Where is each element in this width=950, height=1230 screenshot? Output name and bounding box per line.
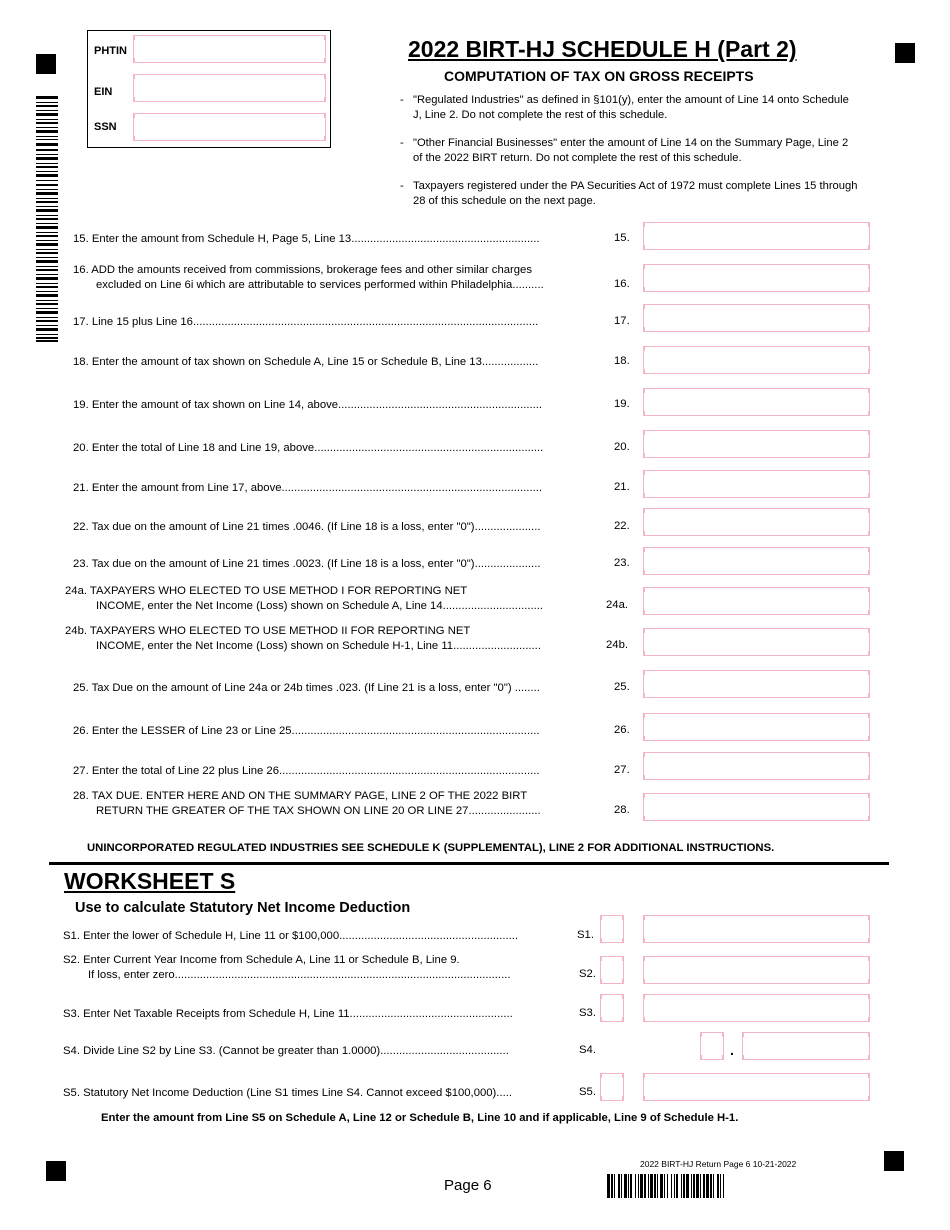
note-dash: - — [400, 94, 404, 106]
worksheet-s3-amount-field[interactable] — [643, 994, 870, 1022]
worksheet-s4-decimal-field[interactable] — [742, 1032, 870, 1060]
page-number: Page 6 — [444, 1177, 492, 1194]
worksheet-line-number: S5. — [579, 1086, 596, 1098]
form-id: 2022 BIRT-HJ Return Page 6 10-21-2022 — [640, 1159, 797, 1169]
page-subtitle: COMPUTATION OF TAX ON GROSS RECEIPTS — [444, 68, 754, 84]
line-number: 28. — [614, 804, 630, 816]
line-25-amount-field[interactable] — [643, 670, 870, 698]
line-number: 20. — [614, 441, 630, 453]
worksheet-s5-amount-field[interactable] — [643, 1073, 870, 1101]
line-26-amount-field[interactable] — [643, 713, 870, 741]
line-27-amount-field[interactable] — [643, 752, 870, 780]
worksheet-s1-check-box[interactable] — [600, 915, 624, 943]
line-number: 22. — [614, 520, 630, 532]
line-22-amount-field[interactable] — [643, 508, 870, 536]
worksheet-s2-check-box[interactable] — [600, 956, 624, 984]
line-16-amount-field[interactable] — [643, 264, 870, 292]
line-18-text: 18. Enter the amount of tax shown on Schedule A, Line 15 or Schedule B, Line 13.................. — [73, 356, 539, 368]
ssn-label: SSN — [94, 121, 117, 133]
page-title: 2022 BIRT-HJ SCHEDULE H (Part 2) — [408, 36, 797, 62]
worksheet-s2-amount-field[interactable] — [643, 956, 870, 984]
line-28-text: 28. TAX DUE. ENTER HERE AND ON THE SUMMARY PAGE, LINE 2 OF THE 2022 BIRT — [73, 790, 528, 802]
line-number: 24a. — [606, 599, 628, 611]
ssn-field[interactable] — [133, 113, 326, 141]
line-18-amount-field[interactable] — [643, 346, 870, 374]
phtin-label: PHTIN — [94, 45, 127, 57]
line-20-amount-field[interactable] — [643, 430, 870, 458]
registration-mark-bottom-right — [884, 1151, 904, 1171]
worksheet-line-number: S3. — [579, 1007, 596, 1019]
worksheet-footer-note: Enter the amount from Line S5 on Schedule A, Line 12 or Schedule B, Line 10 and if applicable, Line 9 of Schedule H-1. — [101, 1112, 739, 1124]
line-21-text: 21. Enter the amount from Line 17, above................................................................................... — [73, 482, 543, 494]
instruction-note-1 — [400, 93, 870, 122]
phtin-field[interactable] — [133, 35, 326, 63]
line-number: 26. — [614, 724, 630, 736]
line-number: 19. — [614, 398, 630, 410]
line-21-amount-field[interactable] — [643, 470, 870, 498]
worksheet-s3-text: S3. Enter Net Taxable Receipts from Schedule H, Line 11.................................................... — [63, 1008, 513, 1020]
line-27-text: 27. Enter the total of Line 22 plus Line 26................................................................................... — [73, 765, 540, 777]
worksheet-s2-text-cont: If loss, enter zero........................................................................................................... — [88, 969, 511, 981]
line-number: 25. — [614, 681, 630, 693]
line-25-text: 25. Tax Due on the amount of Line 24a or 24b times .023. (If Line 21 is a loss, enter "0") ........ — [73, 682, 540, 694]
worksheet-s2-text: S2. Enter Current Year Income from Schedule A, Line 11 or Schedule B, Line 9. — [63, 954, 460, 966]
ein-label: EIN — [94, 86, 113, 98]
line-19-amount-field[interactable] — [643, 388, 870, 416]
line-number: 27. — [614, 764, 630, 776]
instruction-note-2 — [400, 136, 870, 165]
worksheet-s4-whole-field[interactable] — [700, 1032, 724, 1060]
line-number: 23. — [614, 557, 630, 569]
line-16-text-cont: excluded on Line 6i which are attributable to services performed within Philadelphia.......... — [96, 279, 544, 291]
barcode-horizontal — [607, 1174, 853, 1198]
worksheet-s1-text: S1. Enter the lower of Schedule H, Line 11 or $100,000......................................................... — [63, 930, 519, 942]
note-text: "Regulated Industries" as defined in §101(y), enter the amount of Line 14 onto Schedule J, Line 2. Do not complete the rest of this schedule. — [413, 94, 849, 121]
line-15-amount-field[interactable] — [643, 222, 870, 250]
registration-mark-top-right — [895, 43, 915, 63]
worksheet-s4-text: S4. Divide Line S2 by Line S3. (Cannot be greater than 1.0000)......................................... — [63, 1045, 509, 1057]
line-24a-text-cont: INCOME, enter the Net Income (Loss) shown on Schedule A, Line 14................................ — [96, 600, 544, 612]
line-24a-amount-field[interactable] — [643, 587, 870, 615]
line-number: 15. — [614, 232, 630, 244]
line-number: 16. — [614, 278, 630, 290]
note-text: Taxpayers registered under the PA Securities Act of 1972 must complete Lines 15 through 28 of this schedule on the next page. — [413, 180, 858, 207]
line-16-text: 16. ADD the amounts received from commissions, brokerage fees and other similar charges — [73, 264, 532, 276]
worksheet-line-number: S2. — [579, 968, 596, 980]
note-dash: - — [400, 137, 404, 149]
line-17-amount-field[interactable] — [643, 304, 870, 332]
instruction-note-3 — [400, 179, 870, 208]
line-17-text: 17. Line 15 plus Line 16.............................................................................................................. — [73, 316, 539, 328]
line-26-text: 26. Enter the LESSER of Line 23 or Line 25............................................................................... — [73, 725, 540, 737]
line-22-text: 22. Tax due on the amount of Line 21 times .0046. (If Line 18 is a loss, enter "0")..................... — [73, 521, 541, 533]
line-20-text: 20. Enter the total of Line 18 and Line 19, above......................................................................... — [73, 442, 544, 454]
line-number: 17. — [614, 315, 630, 327]
line-number: 18. — [614, 355, 630, 367]
barcode-vertical — [36, 96, 58, 342]
registration-mark-top-left — [36, 54, 56, 74]
worksheet-s1-amount-field[interactable] — [643, 915, 870, 943]
worksheet-subtitle: Use to calculate Statutory Net Income Deduction — [75, 900, 411, 916]
worksheet-s5-text: S5. Statutory Net Income Deduction (Line S1 times Line S4. Cannot exceed $100,000)..... — [63, 1087, 512, 1099]
registration-mark-bottom-left — [46, 1161, 66, 1181]
line-23-amount-field[interactable] — [643, 547, 870, 575]
line-24b-text-cont: INCOME, enter the Net Income (Loss) shown on Schedule H-1, Line 11............................ — [96, 640, 541, 652]
worksheet-title: WORKSHEET S — [64, 868, 236, 894]
line-24a-text: 24a. TAXPAYERS WHO ELECTED TO USE METHOD I FOR REPORTING NET — [65, 585, 468, 597]
worksheet-line-number: S4. — [579, 1044, 596, 1056]
note-dash: - — [400, 180, 404, 192]
worksheet-s3-check-box[interactable] — [600, 994, 624, 1022]
unincorporated-note: UNINCORPORATED REGULATED INDUSTRIES SEE SCHEDULE K (SUPPLEMENTAL), LINE 2 FOR ADDITIONAL INSTRUCTIONS. — [87, 842, 775, 854]
line-19-text: 19. Enter the amount of tax shown on Line 14, above................................................................. — [73, 399, 543, 411]
line-number: 21. — [614, 481, 630, 493]
line-number: 24b. — [606, 639, 628, 651]
ein-field[interactable] — [133, 74, 326, 102]
line-24b-text: 24b. TAXPAYERS WHO ELECTED TO USE METHOD II FOR REPORTING NET — [65, 625, 471, 637]
worksheet-line-number: S1. — [577, 929, 594, 941]
note-text: "Other Financial Businesses" enter the amount of Line 14 on the Summary Page, Line 2 of the 2022 BIRT return. Do not complete the rest of this schedule. — [413, 137, 849, 164]
worksheet-s5-check-box[interactable] — [600, 1073, 624, 1101]
line-24b-amount-field[interactable] — [643, 628, 870, 656]
line-23-text: 23. Tax due on the amount of Line 21 times .0023. (If Line 18 is a loss, enter "0")..................... — [73, 558, 541, 570]
section-divider — [49, 862, 889, 865]
worksheet-s4-decimal-point: . — [730, 1042, 734, 1058]
line-28-text-cont: RETURN THE GREATER OF THE TAX SHOWN ON LINE 20 OR LINE 27....................... — [96, 805, 541, 817]
line-28-amount-field[interactable] — [643, 793, 870, 821]
line-15-text: 15. Enter the amount from Schedule H, Page 5, Line 13............................................................ — [73, 233, 540, 245]
